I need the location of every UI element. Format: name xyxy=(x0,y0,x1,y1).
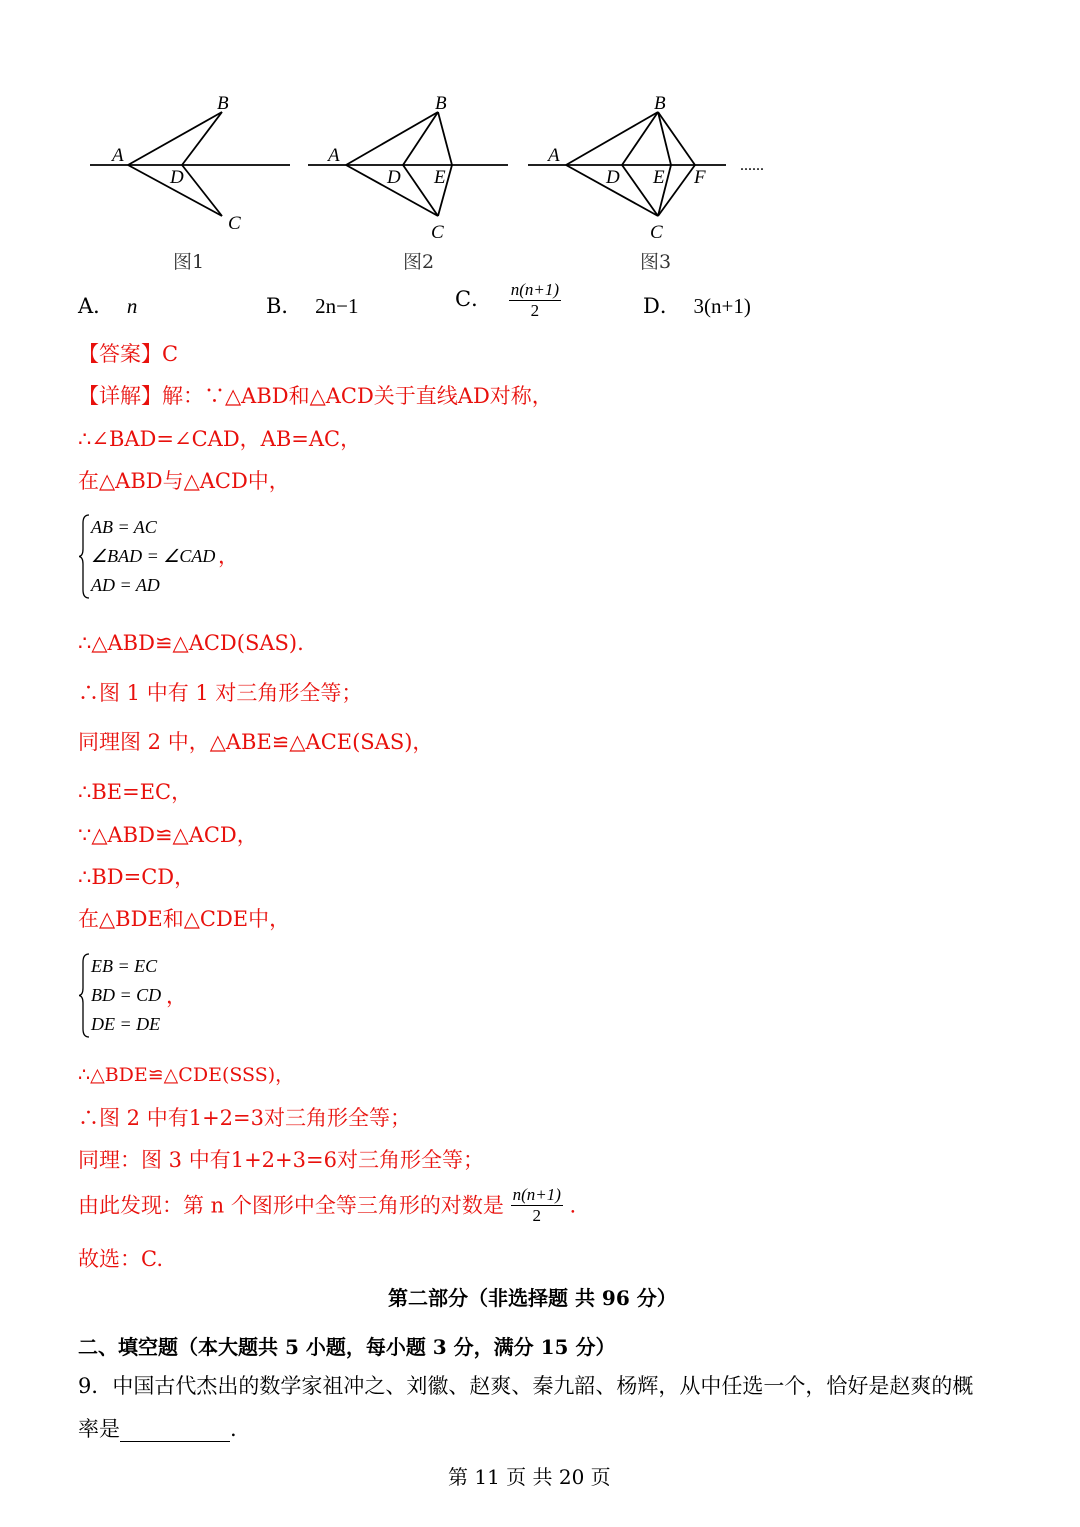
label-F: F xyxy=(694,167,706,188)
option-c-numerator: n(n+1) xyxy=(510,280,560,299)
detail-line-15: 故选：C. xyxy=(78,1247,163,1271)
option-d-label: D． xyxy=(643,294,681,318)
detail-line-8: ∵△ABD≌△ACD， xyxy=(78,823,258,847)
page-footer: 第 11 页 共 20 页 xyxy=(448,1465,611,1489)
option-c-fraction xyxy=(509,280,561,321)
figure-2-diagram xyxy=(308,80,508,243)
detail-line-12: ∴图 2 中有1+2=3对三角形全等； xyxy=(78,1106,411,1130)
detail-line-14-prefix: 由此发现：第 n 个图形中全等三角形的对数是 xyxy=(78,1193,504,1218)
left-brace-icon xyxy=(79,952,91,1039)
detail-line-14 xyxy=(78,1185,576,1226)
figure-3 xyxy=(528,80,778,243)
detail-line-5: ∴图 1 中有 1 对三角形全等； xyxy=(78,681,363,705)
detail-line-14-fraction xyxy=(511,1185,563,1226)
label-D: D xyxy=(387,167,401,188)
figure-2-caption: 图2 xyxy=(403,251,435,273)
system-1-tail: ， xyxy=(218,544,239,568)
system-1-row-3: AD = AD xyxy=(91,575,160,595)
label-D: D xyxy=(606,167,620,188)
figure-1-diagram xyxy=(90,80,290,234)
option-a-label: A． xyxy=(78,294,115,318)
label-B: B xyxy=(654,93,666,114)
label-E: E xyxy=(434,167,446,188)
equation-system-2 xyxy=(91,952,161,1039)
label-C: C xyxy=(228,213,241,234)
figure-3-caption: 图3 xyxy=(640,251,672,273)
label-B: B xyxy=(435,93,447,114)
system-2-row-2: BD = CD xyxy=(91,985,162,1005)
detail-line-10: 在△BDE和△CDE中， xyxy=(78,907,291,931)
detail-line-7: ∴BE=EC， xyxy=(78,780,193,804)
option-b-value: 2n−1 xyxy=(315,294,359,318)
option-c xyxy=(455,280,561,321)
question-9-period: . xyxy=(230,1417,237,1441)
label-A: A xyxy=(112,145,124,166)
detail-line-3: 在△ABD与△ACD中， xyxy=(78,469,290,493)
ellipsis: ...... xyxy=(740,157,764,174)
detail-line-14-denominator: 2 xyxy=(511,1205,563,1226)
option-b xyxy=(266,293,358,319)
label-E: E xyxy=(653,167,665,188)
system-2-row-1: EB = EC xyxy=(91,956,158,976)
option-b-label: B． xyxy=(266,294,303,318)
label-C: C xyxy=(650,222,663,243)
detail-line-14-suffix: . xyxy=(569,1193,577,1218)
question-9-line-1: 9．中国古代杰出的数学家祖冲之、刘徽、赵爽、秦九韶、杨辉，从中任选一个，恰好是赵爽的概 xyxy=(78,1374,974,1398)
detail-line-9: ∴BD=CD， xyxy=(78,865,196,889)
figure-3-diagram xyxy=(528,80,778,243)
option-a xyxy=(78,293,137,319)
question-9-stem-end: 率是 xyxy=(78,1417,120,1441)
answer: 【答案】C xyxy=(78,342,179,366)
section-2-heading: 二、填空题（本大题共 5 小题，每小题 3 分，满分 15 分） xyxy=(78,1335,616,1359)
left-brace-icon xyxy=(79,513,91,600)
system-2-row-3: DE = DE xyxy=(91,1014,161,1034)
system-2-tail: ， xyxy=(166,984,187,1008)
label-A: A xyxy=(548,145,560,166)
label-A: A xyxy=(328,145,340,166)
option-c-denominator: 2 xyxy=(509,300,561,321)
part-2-title: 第二部分（非选择题 共 96 分） xyxy=(388,1286,677,1310)
detail-line-14-numerator: n(n+1) xyxy=(512,1185,561,1204)
option-d xyxy=(643,293,751,319)
figure-2 xyxy=(308,80,508,243)
label-C: C xyxy=(431,222,444,243)
system-1-row-2: ∠BAD = ∠CAD xyxy=(91,546,216,566)
equation-system-1 xyxy=(91,513,215,600)
label-D: D xyxy=(170,167,184,188)
option-c-label: C． xyxy=(455,287,493,311)
label-B: B xyxy=(217,93,229,114)
figure-1 xyxy=(90,80,290,234)
detail-line-1: 【详解】解：∵△ABD和△ACD关于直线AD对称， xyxy=(78,384,553,408)
detail-line-13: 同理：图 3 中有1+2+3=6对三角形全等； xyxy=(78,1148,484,1172)
system-1-row-1: AB = AC xyxy=(91,517,157,537)
option-d-value: 3(n+1) xyxy=(693,294,751,318)
detail-line-11: ∴△BDE≌△CDE(SSS)， xyxy=(78,1064,295,1086)
detail-line-2: ∴∠BAD=∠CAD，AB=AC， xyxy=(78,427,362,451)
figure-1-caption: 图1 xyxy=(173,251,205,273)
detail-line-4: ∴△ABD≌△ACD(SAS). xyxy=(78,631,304,655)
detail-line-6: 同理图 2 中，△ABE≌△ACE(SAS)， xyxy=(78,730,434,754)
answer-blank[interactable] xyxy=(120,1421,230,1442)
question-9-line-2 xyxy=(78,1416,237,1442)
option-a-value: n xyxy=(126,294,138,318)
